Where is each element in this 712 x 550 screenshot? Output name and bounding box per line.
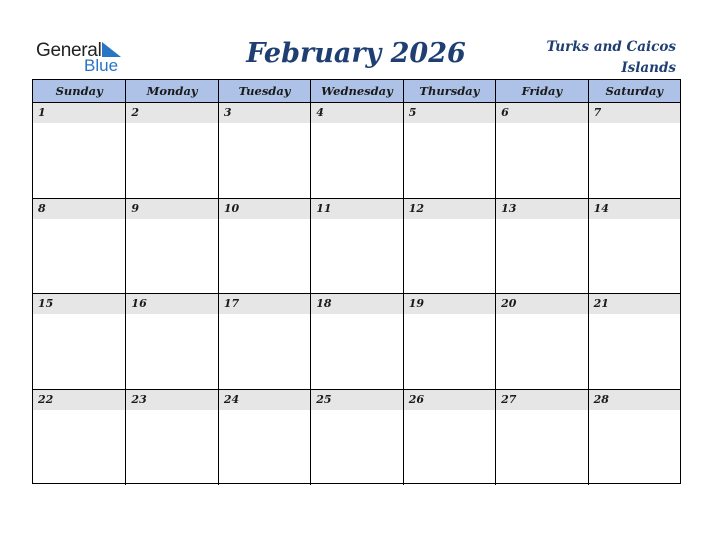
day-number: 23 — [126, 390, 217, 410]
day-number: 20 — [496, 294, 587, 314]
day-number: 12 — [404, 199, 495, 219]
weekday-header: Friday — [495, 80, 587, 102]
weekday-header: Wednesday — [310, 80, 402, 102]
weekday-header: Tuesday — [218, 80, 310, 102]
day-number: 1 — [33, 103, 125, 123]
day-number: 9 — [126, 199, 217, 219]
day-number: 25 — [311, 390, 402, 410]
month-calendar-grid — [32, 79, 681, 484]
day-cell — [588, 103, 680, 198]
day-number: 16 — [126, 294, 217, 314]
day-cell — [495, 390, 587, 486]
region-label: Turks and Caicos Islands — [546, 39, 676, 76]
day-number: 19 — [404, 294, 495, 314]
day-cell — [218, 390, 310, 486]
day-cell — [125, 390, 217, 486]
weekday-header: Saturday — [588, 80, 680, 102]
day-number: 10 — [219, 199, 310, 219]
weekday-header: Sunday — [55, 84, 103, 98]
day-cell — [403, 103, 495, 198]
week-row — [33, 103, 680, 199]
week-row — [33, 390, 680, 486]
calendar-title: February 2026 — [246, 38, 466, 69]
day-number: 18 — [311, 294, 402, 314]
day-cell — [310, 103, 402, 198]
day-cell — [403, 390, 495, 486]
day-number: 26 — [404, 390, 495, 410]
day-cell — [218, 199, 310, 294]
day-cell — [495, 294, 587, 389]
week-row — [33, 294, 680, 390]
day-cell — [403, 199, 495, 294]
weekday-header-row — [33, 80, 680, 103]
day-number: 14 — [589, 199, 680, 219]
day-number: 3 — [219, 103, 310, 123]
logo-text-blue: Blue — [84, 56, 119, 75]
day-number: 8 — [33, 199, 125, 219]
day-cell — [310, 199, 402, 294]
logo-text-general: General — [36, 40, 102, 61]
day-cell — [403, 294, 495, 389]
day-cell — [33, 199, 125, 294]
day-number: 28 — [589, 390, 680, 410]
week-row — [33, 199, 680, 295]
day-cell — [310, 390, 402, 486]
day-cell — [588, 294, 680, 389]
day-number: 7 — [589, 103, 680, 123]
day-number: 17 — [219, 294, 310, 314]
day-number: 13 — [496, 199, 587, 219]
weekday-header: Monday — [125, 80, 217, 102]
day-number: 6 — [496, 103, 587, 123]
day-cell — [125, 103, 217, 198]
day-cell — [218, 294, 310, 389]
day-cell — [495, 199, 587, 294]
weekday-header: Thursday — [403, 80, 495, 102]
day-number: 11 — [311, 199, 402, 219]
day-cell — [125, 294, 217, 389]
day-cell — [588, 390, 680, 486]
day-cell — [33, 294, 125, 389]
day-number: 2 — [126, 103, 217, 123]
day-cell — [125, 199, 217, 294]
day-cell — [33, 103, 125, 198]
day-cell — [310, 294, 402, 389]
day-number: 24 — [219, 390, 310, 410]
day-number: 21 — [589, 294, 680, 314]
day-number: 15 — [33, 294, 125, 314]
day-cell — [588, 199, 680, 294]
day-number: 5 — [404, 103, 495, 123]
day-number: 22 — [33, 390, 125, 410]
day-number: 4 — [311, 103, 402, 123]
day-cell — [33, 390, 125, 486]
day-cell — [495, 103, 587, 198]
day-number: 27 — [496, 390, 587, 410]
day-cell — [218, 103, 310, 198]
